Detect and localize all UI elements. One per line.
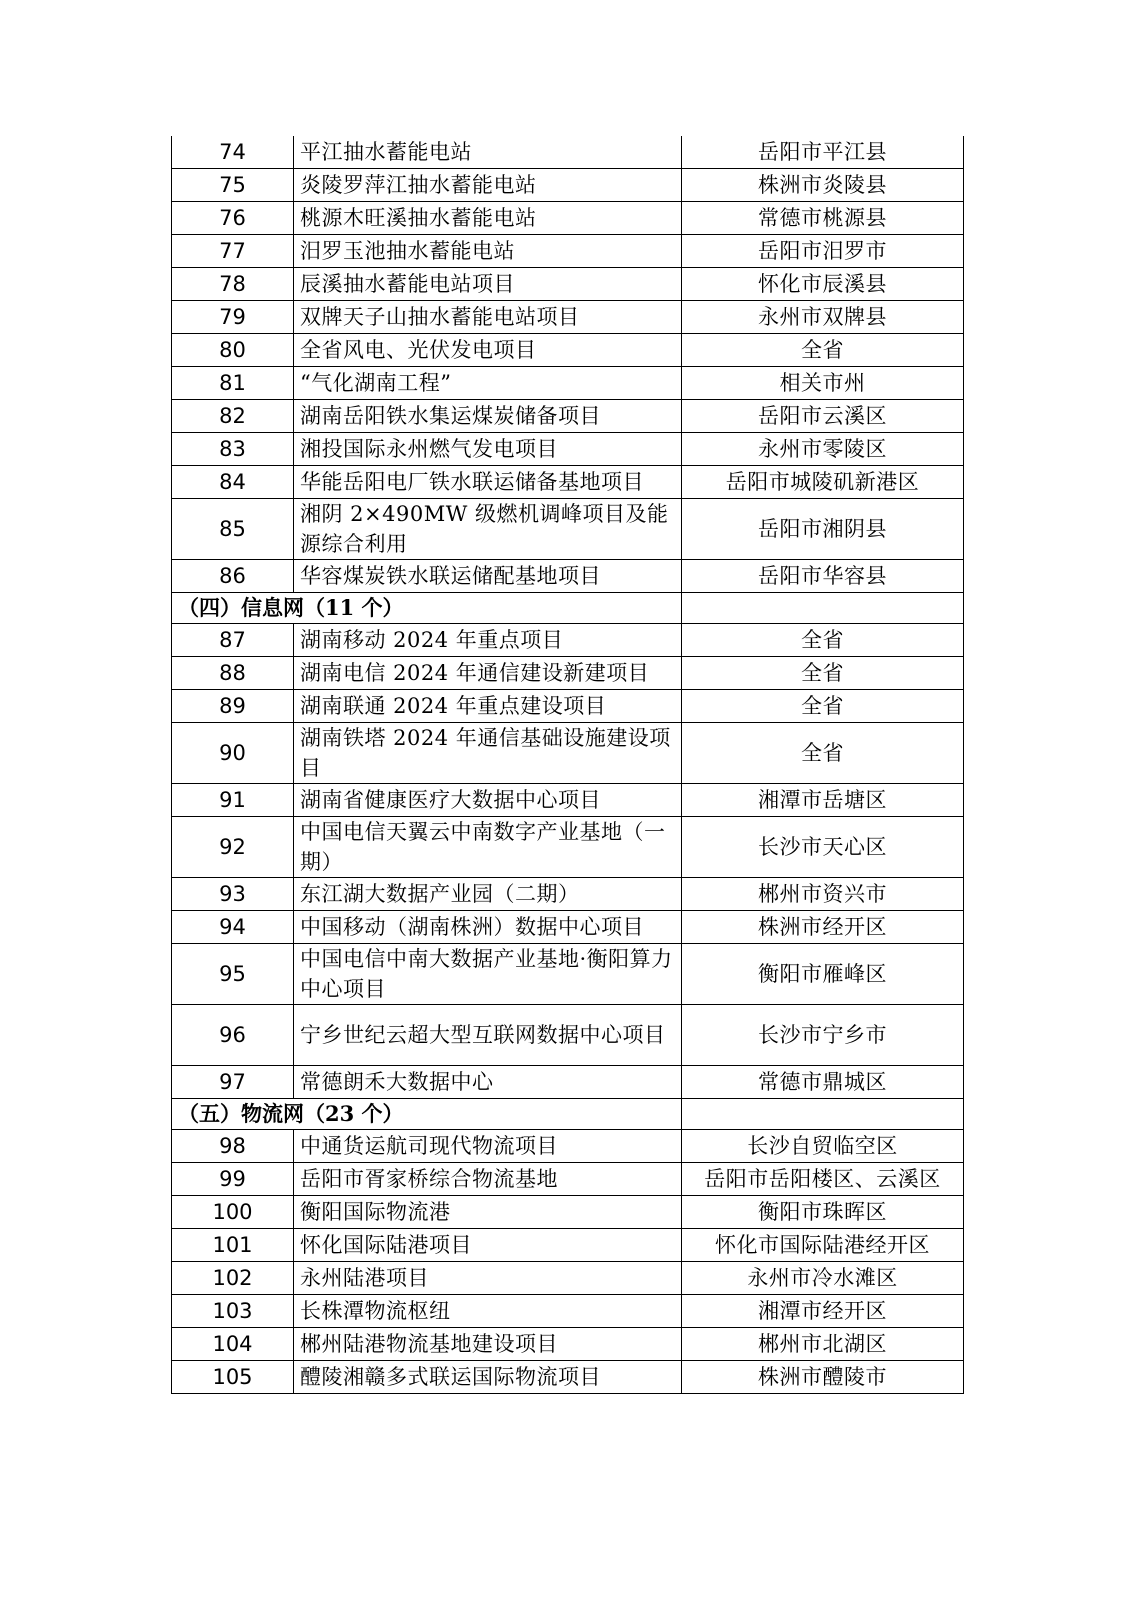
project-name: 双牌天子山抽水蓄能电站项目 <box>294 301 682 334</box>
row-number: 75 <box>172 169 294 202</box>
row-number: 87 <box>172 624 294 657</box>
table-row <box>172 878 964 911</box>
row-number: 100 <box>172 1196 294 1229</box>
row-number: 80 <box>172 334 294 367</box>
table-row <box>172 1005 964 1066</box>
project-name: 湖南联通 2024 年重点建设项目 <box>294 690 682 723</box>
row-number: 101 <box>172 1229 294 1262</box>
project-location: 湘潭市岳塘区 <box>682 784 964 817</box>
row-number: 94 <box>172 911 294 944</box>
section-row <box>172 593 964 624</box>
project-location: 岳阳市平江县 <box>682 136 964 169</box>
project-name: 湖南移动 2024 年重点项目 <box>294 624 682 657</box>
project-name: 华能岳阳电厂铁水联运储备基地项目 <box>294 466 682 499</box>
row-number: 90 <box>172 723 294 784</box>
project-location: 岳阳市汨罗市 <box>682 235 964 268</box>
project-location: 全省 <box>682 690 964 723</box>
project-name: 湖南电信 2024 年通信建设新建项目 <box>294 657 682 690</box>
table-row <box>172 560 964 593</box>
table-row <box>172 944 964 1005</box>
project-name: 平江抽水蓄能电站 <box>294 136 682 169</box>
project-location: 长沙市宁乡市 <box>682 1005 964 1066</box>
table-row <box>172 784 964 817</box>
row-number: 85 <box>172 499 294 560</box>
project-name: 汨罗玉池抽水蓄能电站 <box>294 235 682 268</box>
table-row <box>172 817 964 878</box>
project-name: 怀化国际陆港项目 <box>294 1229 682 1262</box>
table-row <box>172 1295 964 1328</box>
project-name: 炎陵罗萍江抽水蓄能电站 <box>294 169 682 202</box>
row-number: 92 <box>172 817 294 878</box>
table-row <box>172 1130 964 1163</box>
project-name: 宁乡世纪云超大型互联网数据中心项目 <box>294 1005 682 1066</box>
table-row <box>172 690 964 723</box>
row-number: 97 <box>172 1066 294 1099</box>
project-location: 株洲市经开区 <box>682 911 964 944</box>
project-location: 常德市鼎城区 <box>682 1066 964 1099</box>
table-row <box>172 202 964 235</box>
project-location: 永州市冷水滩区 <box>682 1262 964 1295</box>
row-number: 81 <box>172 367 294 400</box>
project-table <box>171 136 964 1394</box>
table-row <box>172 136 964 169</box>
project-name: 湖南铁塔 2024 年通信基础设施建设项目 <box>294 723 682 784</box>
table-row <box>172 433 964 466</box>
project-location: 岳阳市华容县 <box>682 560 964 593</box>
table-row <box>172 1229 964 1262</box>
project-location: 郴州市资兴市 <box>682 878 964 911</box>
row-number: 82 <box>172 400 294 433</box>
table-row <box>172 466 964 499</box>
project-location: 株洲市醴陵市 <box>682 1361 964 1394</box>
row-number: 102 <box>172 1262 294 1295</box>
row-number: 76 <box>172 202 294 235</box>
row-number: 83 <box>172 433 294 466</box>
row-number: 84 <box>172 466 294 499</box>
empty-cell <box>682 593 964 624</box>
table-row <box>172 367 964 400</box>
row-number: 74 <box>172 136 294 169</box>
row-number: 104 <box>172 1328 294 1361</box>
project-name: 常德朗禾大数据中心 <box>294 1066 682 1099</box>
project-location: 永州市双牌县 <box>682 301 964 334</box>
table-row <box>172 723 964 784</box>
project-name: 辰溪抽水蓄能电站项目 <box>294 268 682 301</box>
row-number: 96 <box>172 1005 294 1066</box>
project-name: 湖南省健康医疗大数据中心项目 <box>294 784 682 817</box>
table-row <box>172 334 964 367</box>
project-name: “气化湖南工程” <box>294 367 682 400</box>
row-number: 89 <box>172 690 294 723</box>
project-name: 郴州陆港物流基地建设项目 <box>294 1328 682 1361</box>
row-number: 105 <box>172 1361 294 1394</box>
table-row <box>172 301 964 334</box>
section-row <box>172 1099 964 1130</box>
table-row <box>172 1196 964 1229</box>
project-location: 全省 <box>682 723 964 784</box>
project-location: 全省 <box>682 624 964 657</box>
project-name: 桃源木旺溪抽水蓄能电站 <box>294 202 682 235</box>
project-location: 相关市州 <box>682 367 964 400</box>
project-name: 东江湖大数据产业园（二期） <box>294 878 682 911</box>
project-location: 岳阳市岳阳楼区、云溪区 <box>682 1163 964 1196</box>
row-number: 93 <box>172 878 294 911</box>
table-row <box>172 499 964 560</box>
project-location: 衡阳市珠晖区 <box>682 1196 964 1229</box>
project-name: 衡阳国际物流港 <box>294 1196 682 1229</box>
row-number: 95 <box>172 944 294 1005</box>
project-location: 岳阳市湘阴县 <box>682 499 964 560</box>
table-row <box>172 235 964 268</box>
table-row <box>172 1328 964 1361</box>
project-name: 华容煤炭铁水联运储配基地项目 <box>294 560 682 593</box>
row-number: 88 <box>172 657 294 690</box>
table-row <box>172 911 964 944</box>
project-location: 全省 <box>682 334 964 367</box>
project-name: 湖南岳阳铁水集运煤炭储备项目 <box>294 400 682 433</box>
project-location: 郴州市北湖区 <box>682 1328 964 1361</box>
row-number: 78 <box>172 268 294 301</box>
project-name: 中国移动（湖南株洲）数据中心项目 <box>294 911 682 944</box>
table-row <box>172 1066 964 1099</box>
row-number: 99 <box>172 1163 294 1196</box>
section-heading: （五）物流网（23 个） <box>172 1099 682 1130</box>
table-row <box>172 1262 964 1295</box>
table-row <box>172 400 964 433</box>
project-name: 永州陆港项目 <box>294 1262 682 1295</box>
empty-cell <box>682 1099 964 1130</box>
project-location: 长沙自贸临空区 <box>682 1130 964 1163</box>
project-name: 湘投国际永州燃气发电项目 <box>294 433 682 466</box>
row-number: 91 <box>172 784 294 817</box>
section-heading: （四）信息网（11 个） <box>172 593 682 624</box>
project-location: 常德市桃源县 <box>682 202 964 235</box>
project-location: 株洲市炎陵县 <box>682 169 964 202</box>
row-number: 103 <box>172 1295 294 1328</box>
row-number: 77 <box>172 235 294 268</box>
project-name: 全省风电、光伏发电项目 <box>294 334 682 367</box>
project-location: 全省 <box>682 657 964 690</box>
project-name: 岳阳市胥家桥综合物流基地 <box>294 1163 682 1196</box>
table-row <box>172 624 964 657</box>
project-name: 中通货运航司现代物流项目 <box>294 1130 682 1163</box>
project-name: 醴陵湘赣多式联运国际物流项目 <box>294 1361 682 1394</box>
project-name: 中国电信天翼云中南数字产业基地（一期） <box>294 817 682 878</box>
project-location: 岳阳市云溪区 <box>682 400 964 433</box>
project-location: 湘潭市经开区 <box>682 1295 964 1328</box>
table-row <box>172 1163 964 1196</box>
row-number: 79 <box>172 301 294 334</box>
project-location: 怀化市辰溪县 <box>682 268 964 301</box>
project-location: 怀化市国际陆港经开区 <box>682 1229 964 1262</box>
project-name: 长株潭物流枢纽 <box>294 1295 682 1328</box>
project-name: 湘阴 2×490MW 级燃机调峰项目及能源综合利用 <box>294 499 682 560</box>
row-number: 98 <box>172 1130 294 1163</box>
table-row <box>172 1361 964 1394</box>
project-location: 永州市零陵区 <box>682 433 964 466</box>
project-location: 岳阳市城陵矶新港区 <box>682 466 964 499</box>
table-row <box>172 169 964 202</box>
project-location: 长沙市天心区 <box>682 817 964 878</box>
project-name: 中国电信中南大数据产业基地·衡阳算力中心项目 <box>294 944 682 1005</box>
project-location: 衡阳市雁峰区 <box>682 944 964 1005</box>
table-row <box>172 657 964 690</box>
table-row <box>172 268 964 301</box>
row-number: 86 <box>172 560 294 593</box>
